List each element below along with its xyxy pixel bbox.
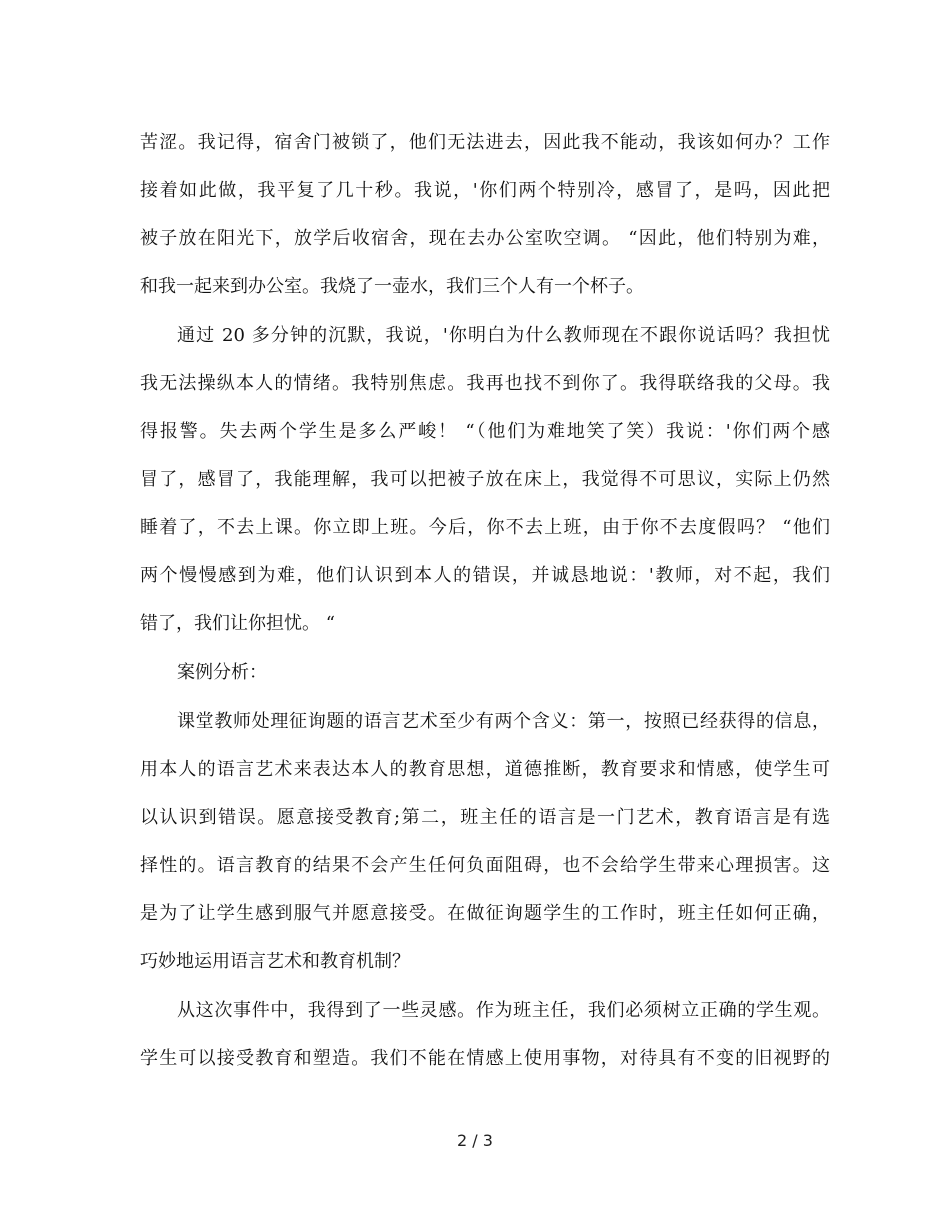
text-line: 从这次事件中，我得到了一些灵感。作为班主任，我们必须树立正确的学生观。	[177, 1000, 830, 1021]
text-line: 择性的。语言教育的结果不会产生任何负面阻碍，也不会给学生带来心理损害。这	[140, 855, 830, 876]
text-line: 以认识到错误。愿意接受教育;第二，班主任的语言是一门艺术，教育语言是有选	[140, 807, 830, 828]
text-line: 我无法操纵本人的情绪。我特别焦虑。我再也找不到你了。我得联络我的父母。我	[140, 373, 830, 394]
text-line: 通过 20 多分钟的沉默，我说，'你明白为什么教师现在不跟你说话吗？我担忧	[177, 325, 830, 346]
text-line: 两个慢慢感到为难，他们认识到本人的错误，并诚恳地说：'教师，对不起，我们	[140, 565, 830, 586]
text-line: 学生可以接受教育和塑造。我们不能在情感上使用事物，对待具有不变的旧视野的	[140, 1048, 830, 1069]
text-line: 错了，我们让你担忧。 “	[140, 613, 335, 634]
section-heading: 案例分析：	[177, 662, 267, 683]
text-line: 和我一起来到办公室。我烧了一壶水，我们三个人有一个杯子。	[140, 276, 644, 297]
text-line: 接着如此做，我平复了几十秒。我说，'你们两个特别冷，感冒了，是吗，因此把	[140, 180, 830, 201]
text-line: 巧妙地运用语言艺术和教育机制？	[140, 951, 410, 972]
text-line: 苦涩。我记得，宿舍门被锁了，他们无法进去，因此我不能动，我该如何办？工作	[140, 132, 830, 153]
text-line: 是为了让学生感到服气并愿意接受。在做征询题学生的工作时，班主任如何正确，	[140, 903, 830, 924]
text-line: 被子放在阳光下，放学后收宿舍，现在去办公室吹空调。 “因此，他们特别为难，	[140, 228, 830, 249]
page-number: 2 / 3	[457, 1131, 493, 1150]
text-line: 睡着了，不去上课。你立即上班。今后，你不去上班，由于你不去度假吗？ “他们	[140, 517, 830, 538]
text-line: 课堂教师处理征询题的语言艺术至少有两个含义：第一，按照已经获得的信息，	[177, 711, 830, 732]
text-line: 冒了，感冒了，我能理解，我可以把被子放在床上，我觉得不可思议，实际上仍然	[140, 469, 830, 490]
text-line: 得报警。失去两个学生是多么严峻！ “（他们为难地笑了笑）我说：'你们两个感	[140, 421, 830, 442]
text-line: 用本人的语言艺术来表达本人的教育思想，道德推断，教育要求和情感，使学生可	[140, 759, 830, 780]
